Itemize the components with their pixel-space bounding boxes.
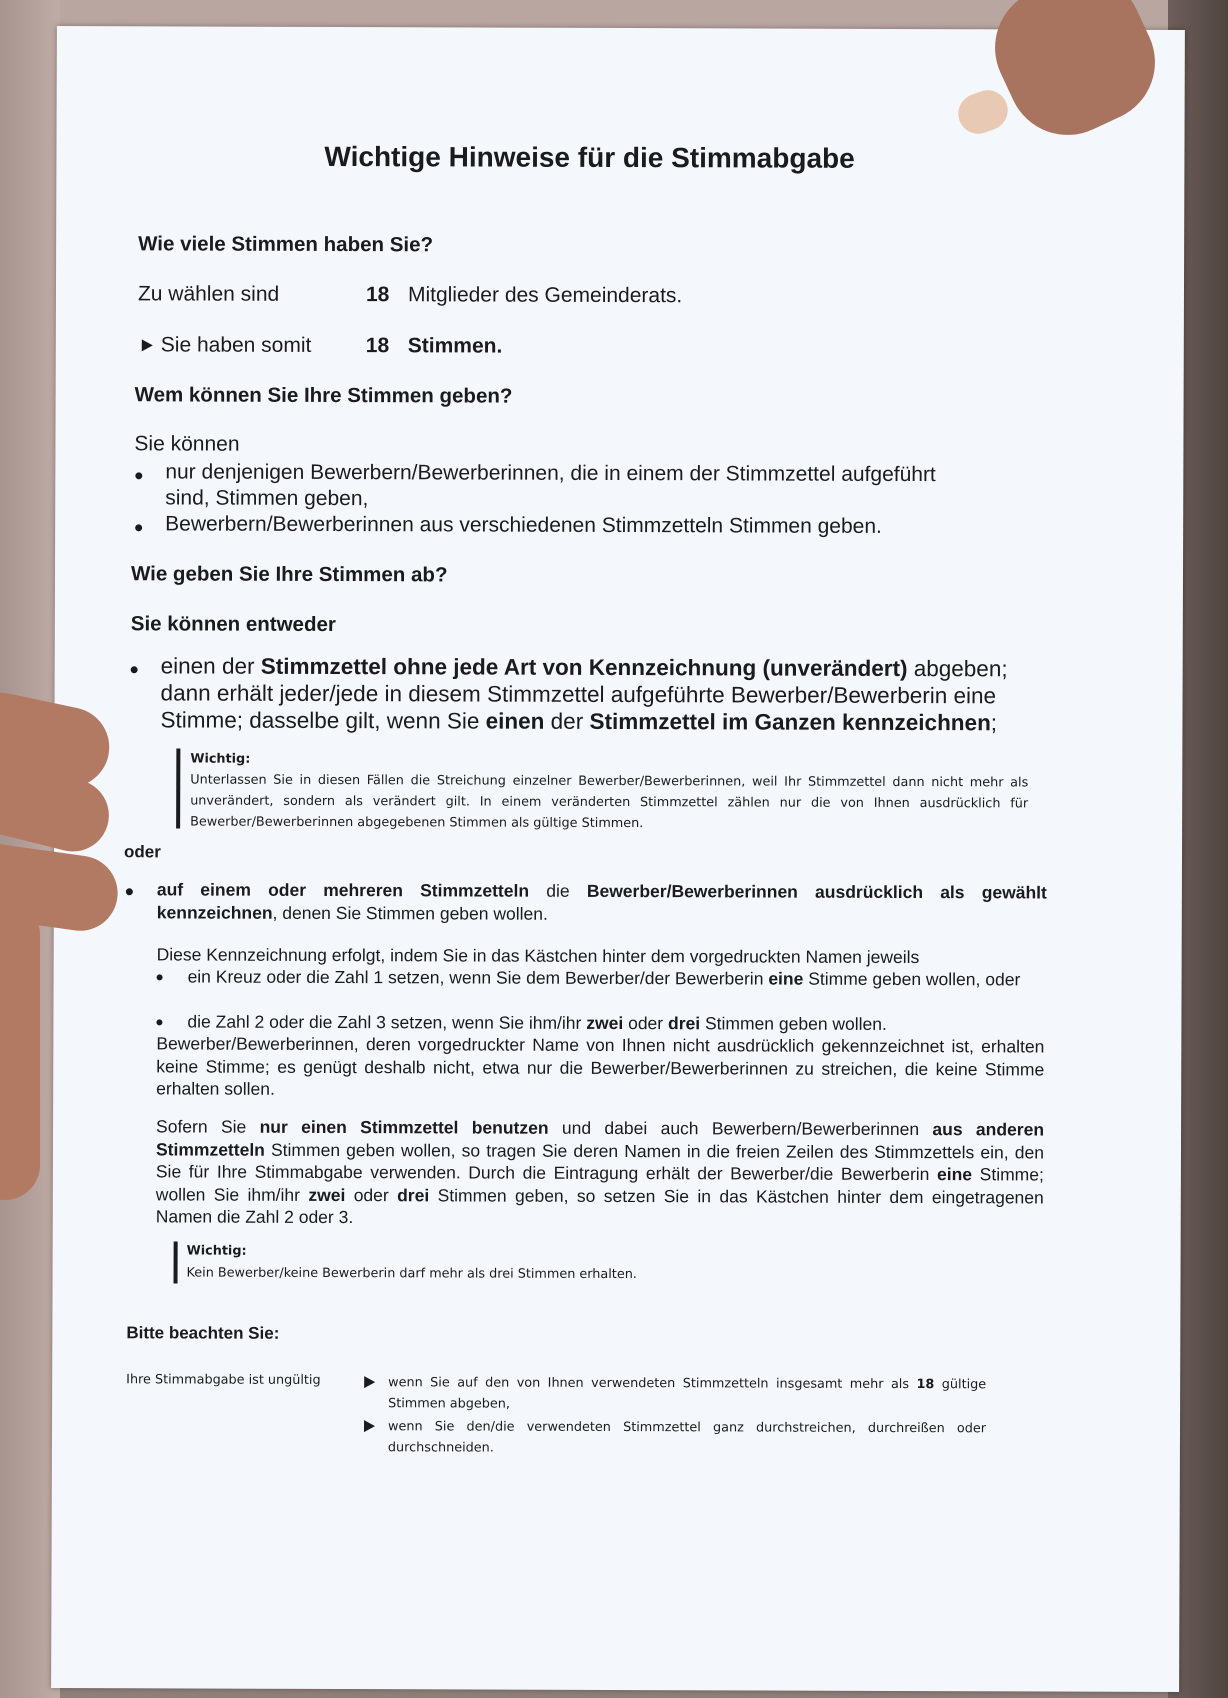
bullet-icon: [156, 1019, 162, 1025]
section-heading-whom: Wem können Sie Ihre Stimmen geben?: [134, 383, 513, 408]
option2-text: auf einem oder mehreren Stimmzetteln die Bewerber/Bewerberinnen ausdrücklich als gewählt kennzeichnen, denen Sie Stimmen geben wollen.: [156, 879, 1047, 924]
section2-bullet1-line1: nur denjenigen Bewerbern/Bewerberinnen, die in einem der Stimmzettel aufgeführt: [165, 460, 936, 487]
section2-bullet1-line2: sind, Stimmen geben,: [165, 486, 369, 511]
section3-subheading: Sie können entweder: [130, 612, 336, 637]
note2-label: Wichtig:: [186, 1243, 247, 1259]
bullet-icon: [135, 524, 142, 531]
marking-bullet2: die Zahl 2 oder die Zahl 3 setzen, wenn Sie ihm/ihr zwei oder drei Stimmen geben wollen.: [187, 1011, 887, 1034]
note-bar: [174, 1241, 178, 1283]
row1-number: 18: [365, 283, 390, 307]
invalid-label: Ihre Stimmabgabe ist ungültig: [126, 1372, 321, 1388]
marking-after: Bewerber/Bewerberinnen, deren vorgedruckter Name von Ihnen nicht ausdrücklich gekennzeichnet ist, erhalten keine Stimme; es genügt deshalb nicht, etwa nur die Bewerber/Bewerberinnen zu streichen, die keine Stimme erhalten sollen.: [156, 1033, 1045, 1099]
row1-text: Mitglieder des Gemeinderats.: [407, 283, 683, 308]
note1-label: Wichtig:: [190, 751, 251, 767]
note1-text: Unterlassen Sie in diesen Fällen die Streichung einzelner Bewerber/Bewerberinnen, weil Ihr Stimmzettel dann nicht mehr als unverändert, sondern als verändert gilt. In einem veränderten Stimmzettel zählen nur die von Ihnen ausdrücklich für Bewerber/Bewerberinnen abgegebenen Stimmen als gültige Stimmen.: [190, 772, 1029, 832]
row2-label: Sie haben somit: [160, 333, 312, 357]
hand-left: [0, 900, 40, 1200]
arrow-icon: [142, 339, 153, 351]
invalid-item2: wenn Sie den/die verwendeten Stimmzettel ganz durchstreichen, durchreißen oder durchschneiden.: [387, 1419, 987, 1456]
bullet-icon: [157, 974, 163, 980]
option1-line2: dann erhält jeder/jede in diesem Stimmzettel aufgeführte Bewerber/Bewerberin eine: [160, 680, 997, 709]
option1-line3: Stimme; dasselbe gilt, wenn Sie einen der Stimmzettel im Ganzen kennzeichnen;: [160, 707, 998, 736]
marking-bullet1: ein Kreuz oder die Zahl 1 setzen, wenn Sie dem Bewerber/der Bewerberin eine Stimme geben wollen, oder: [187, 966, 1021, 990]
option1-line1: einen der Stimmzettel ohne jede Art von Kennzeichnung (unverändert) abgeben;: [160, 653, 1008, 682]
bullet-icon: [126, 888, 133, 895]
marking-intro: Diese Kennzeichnung erfolgt, indem Sie in das Kästchen hinter dem vorgedruckten Namen jeweils: [156, 944, 920, 968]
row1-label: Zu wählen sind: [137, 282, 280, 306]
section2-bullet2: Bewerbern/Bewerberinnen aus verschiedenen Stimmzetteln Stimmen geben.: [165, 512, 882, 538]
section-heading-notice: Bitte beachten Sie:: [126, 1323, 280, 1343]
arrow-icon: [364, 1376, 375, 1388]
row2-text: Stimmen.: [407, 334, 503, 358]
document-title: Wichtige Hinweise für die Stimmabgabe: [324, 140, 855, 174]
sofern-paragraph: Sofern Sie nur einen Stimmzettel benutzen und dabei auch Bewerbern/Bewerberinnen aus anderen Stimmzetteln Stimmen geben wollen, so tragen Sie deren Namen in die freien Zeilen des Stimmzettels ein, den Sie für Ihre Stimmabgabe verwenden. Durch die Eintragung erhält der Bewerber/die Bewerberin eine Stimme; wollen Sie ihm/ihr zwei oder drei Stimmen geben, so setzen Sie in das Kästchen hinter dem eingetragenen Namen die Zahl 2 oder 3.: [155, 1116, 1045, 1228]
arrow-icon: [364, 1420, 375, 1432]
note-bar: [176, 748, 180, 828]
section-heading-how: Wie geben Sie Ihre Stimmen ab?: [130, 562, 448, 587]
oder-label: oder: [123, 842, 161, 862]
row2-number: 18: [365, 334, 390, 358]
section2-intro: Sie können: [134, 432, 240, 456]
note2-text: Kein Bewerber/keine Bewerberin darf mehr als drei Stimmen erhalten.: [186, 1265, 637, 1283]
section-heading-votes: Wie viele Stimmen haben Sie?: [138, 232, 434, 257]
bullet-icon: [131, 666, 138, 673]
bullet-icon: [135, 472, 142, 479]
invalid-item1: wenn Sie auf den von Ihnen verwendeten Stimmzetteln insgesamt mehr als 18 gültige Stimmen abgeben,: [388, 1375, 987, 1412]
document-sheet: [51, 26, 1185, 1692]
